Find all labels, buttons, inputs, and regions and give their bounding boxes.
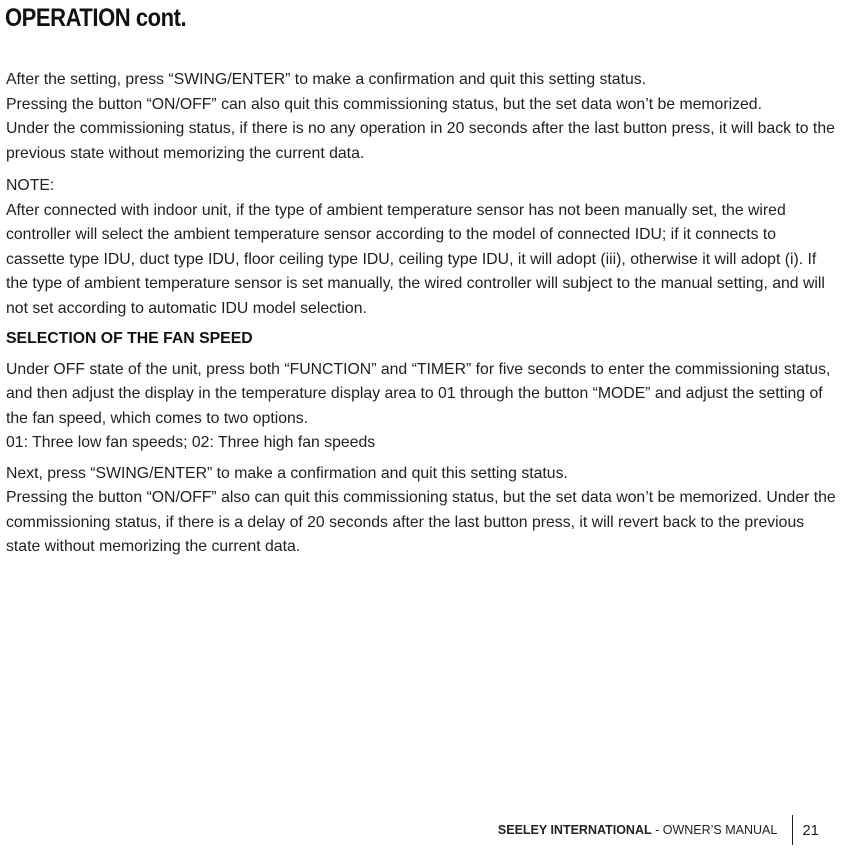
footer-separator: - (651, 823, 663, 837)
note-label: NOTE: (6, 177, 55, 194)
footer-brand: SEELEY INTERNATIONAL (497, 823, 652, 837)
section-heading-fan-speed: SELECTION OF THE FAN SPEED (6, 330, 253, 347)
paragraph-confirm: After the setting, press “SWING/ENTER” to make a confirmation and quit this setting status. (6, 71, 647, 88)
page-footer (498, 815, 819, 845)
paragraph-onoff-quit: Pressing the button “ON/OFF” can also quit this commissioning status, but the set data won’t be memorized. (6, 95, 762, 113)
paragraph-next-onoff: Pressing the button “ON/OFF” also can quit this commissioning status, but the set data won’t be memorized. Under the commissioning status, if there is a delay of 20 seconds after the last button press, it will revert back to the previous state without memorizing the current data. (6, 489, 836, 555)
paragraph-timeout: Under the commissioning status, if there is no any operation in 20 seconds after the last button press, it will back to the previous state without memorizing the current data. (6, 120, 835, 162)
body-content (6, 68, 836, 560)
fan-speed-options: 01: Three low fan speeds; 02: Three high fan speeds (6, 434, 376, 451)
footer-brand-line (498, 823, 777, 837)
page-number: 21 (802, 821, 819, 839)
note-text: After connected with indoor unit, if the type of ambient temperature sensor has not been manually set, the wired controller will select the ambient temperature sensor according to the model of connected IDU; if it connects to cassette type IDU, duct type IDU, floor ceiling type IDU, ceiling type IDU, it will adopt (iii), otherwise it will adopt (i). If the type of ambient temperature sensor is set manually, the wired controller will subject to the manual setting, and will not set according to automatic IDU model selection. (6, 201, 825, 317)
paragraph-fan-speed: Under OFF state of the unit, press both “FUNCTION” and “TIMER” for five seconds to enter the commissioning status, and then adjust the display in the temperature display area to 01 through the button “MODE” and adjust the setting of the fan speed, which comes to two options. (6, 360, 831, 427)
paragraph-next-confirm: Next, press “SWING/ENTER” to make a confirmation and quit this setting status. (6, 464, 568, 482)
page-title: OPERATION cont. (5, 4, 187, 32)
footer-divider (792, 815, 793, 845)
footer-manual: OWNER’S MANUAL (662, 823, 778, 837)
